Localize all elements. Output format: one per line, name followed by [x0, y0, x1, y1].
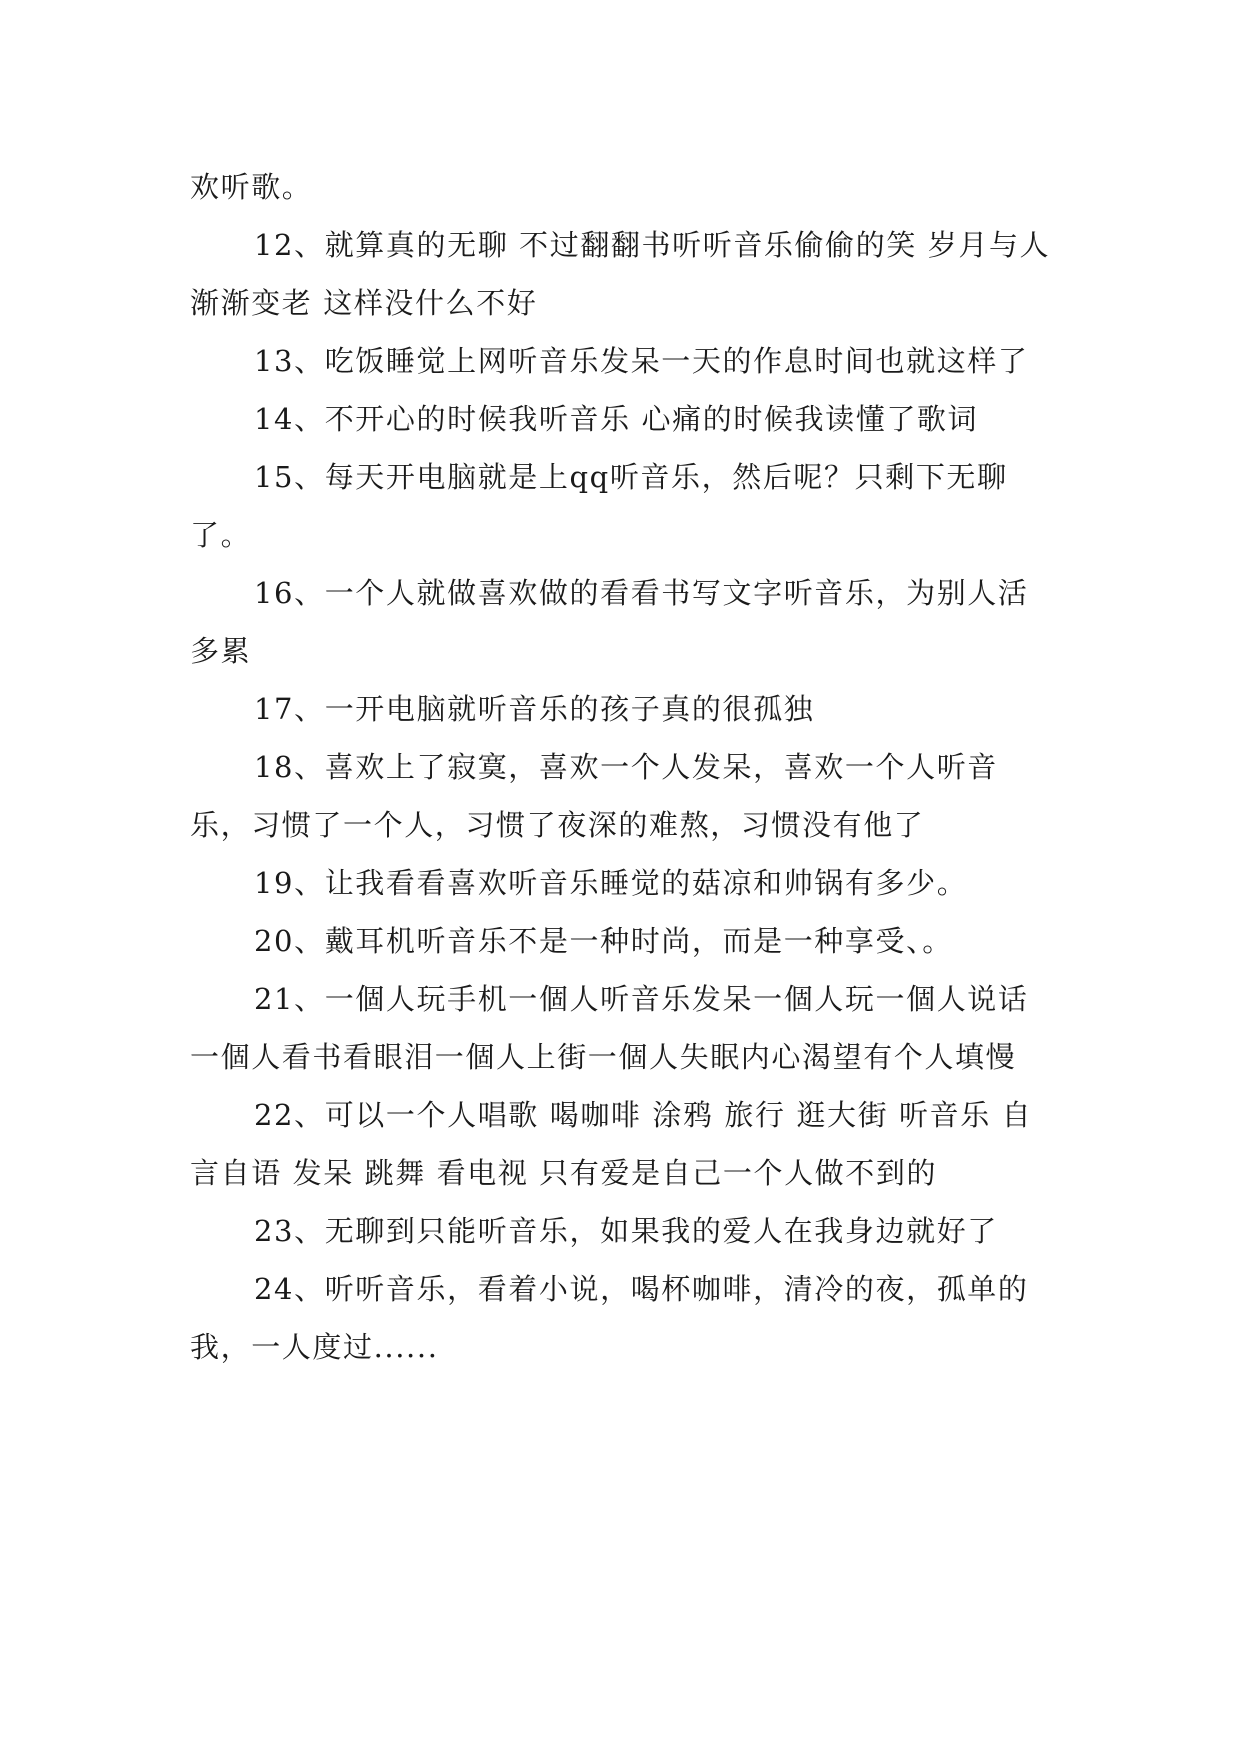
paragraph-8: 19、让我看看喜欢听音乐睡觉的菇凉和帅锅有多少。 — [254, 866, 968, 900]
paragraph-3: 14、不开心的时候我听音乐 心痛的时候我读懂了歌词 — [254, 402, 979, 436]
paragraph-11: 22、可以一个人唱歌 喝咖啡 涂鸦 旅行 逛大街 听音乐 自言自语 发呆 跳舞 看电视 只有爱是自己一个人做不到的 — [190, 1098, 1033, 1190]
paragraph-12: 23、无聊到只能听音乐，如果我的爱人在我身边就好了 — [254, 1214, 998, 1248]
paragraph-1: 12、就算真的无聊 不过翻翻书听听音乐偷偷的笑 岁月与人渐渐变老 这样没什么不好 — [190, 228, 1051, 320]
paragraph-5: 16、一个人就做喜欢做的看看书写文字听音乐，为别人活多累 — [190, 576, 1029, 668]
paragraph-6: 17、一开电脑就听音乐的孩子真的很孤独 — [254, 692, 815, 726]
paragraph-10: 21、一個人玩手机一個人听音乐发呆一個人玩一個人说话一個人看书看眼泪一個人上街一個人失眠内心渴望有个人填慢 — [190, 982, 1029, 1074]
paragraph-2: 13、吃饭睡觉上网听音乐发呆一天的作息时间也就这样了 — [254, 344, 1029, 378]
paragraph-13: 24、听听音乐，看着小说，喝杯咖啡，清冷的夜，孤单的我，一人度过...... — [190, 1272, 1029, 1364]
paragraph-0: 欢听歌。 — [190, 170, 313, 204]
document-body — [190, 158, 1052, 1376]
paragraph-4: 15、每天开电脑就是上qq听音乐，然后呢？只剩下无聊了。 — [190, 460, 1008, 552]
paragraph-7: 18、喜欢上了寂寞，喜欢一个人发呆，喜欢一个人听音乐，习惯了一个人，习惯了夜深的难熬，习惯没有他了 — [190, 750, 998, 842]
paragraph-9: 20、戴耳机听音乐不是一种时尚，而是一种享受、。 — [254, 924, 953, 958]
